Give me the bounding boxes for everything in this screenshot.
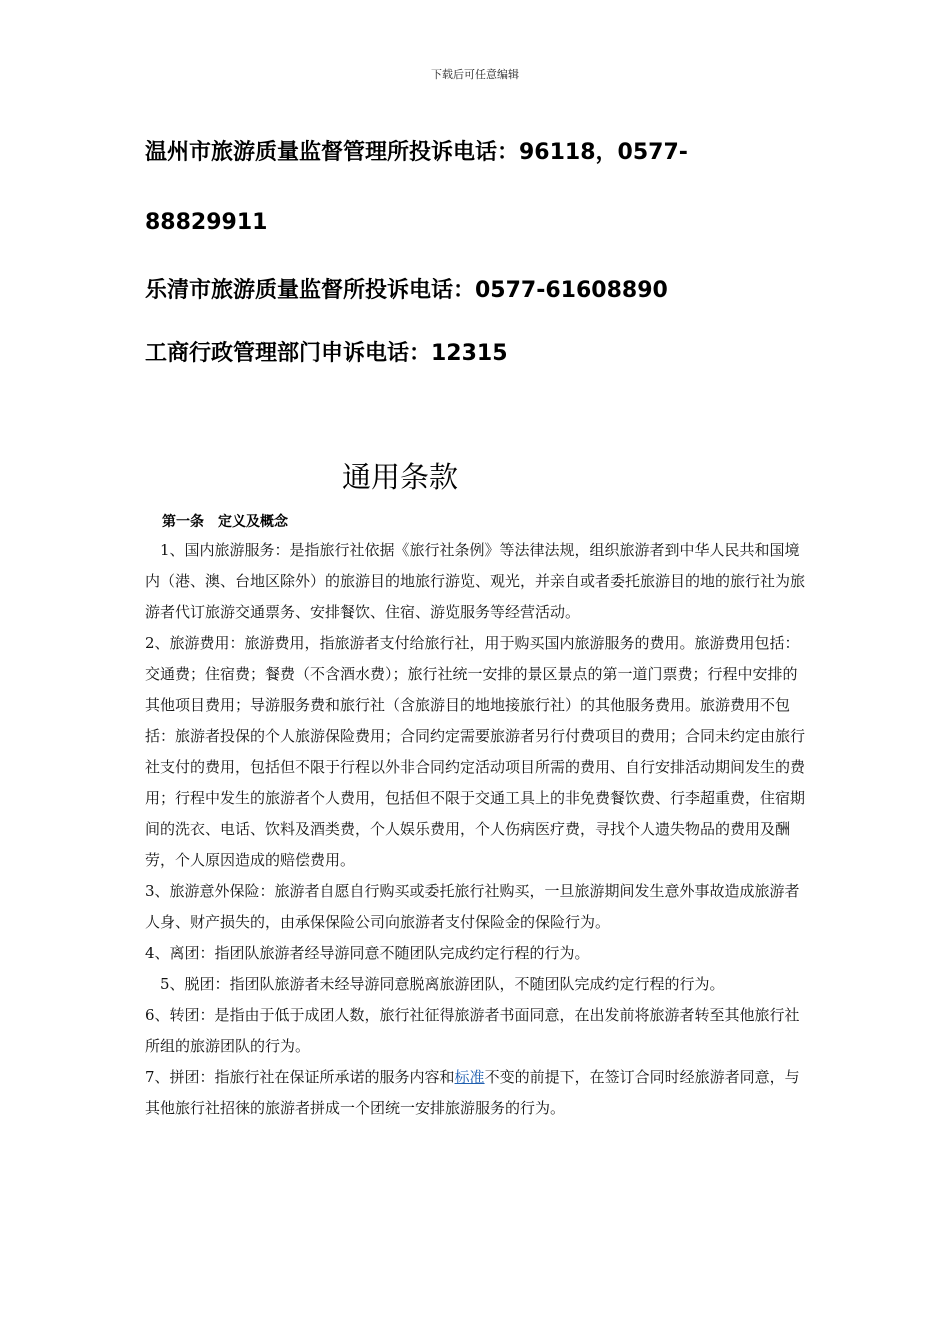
definition-item-7 [145,1062,805,1124]
definition-item-6: 6、转团：是指由于低于成团人数，旅行社征得旅游者书面同意，在出发前将旅游者转至其他旅行社所组的旅游团队的行为。 [145,1006,800,1055]
standard-link[interactable]: 标准 [454,1068,485,1086]
article-heading: 第一条 定义及概念 [162,514,288,530]
complaint-phone-yueqing: 乐清市旅游质量监督所投诉电话：0577-61608890 [145,278,668,303]
definition-item-4: 4、离团：指团队旅游者经导游同意不随团队完成约定行程的行为。 [145,944,590,962]
header-note: 下载后可任意编辑 [431,68,519,81]
definition-item-2: 2、旅游费用：旅游费用，指旅游者支付给旅行社，用于购买国内旅游服务的费用。旅游费用包括：交通费；住宿费；餐费（不含酒水费）；旅行社统一安排的景区景点的第一道门票费；行程中安排的其他项目费用；导游服务费和旅行社（含旅游目的地地接旅行社）的其他服务费用。旅游费用不包括：旅游者投保的个人旅游保险费用；合同约定需要旅游者另行付费项目的费用；合同未约定由旅行社支付的费用，包括但不限于行程以外非合同约定活动项目所需的费用、自行安排活动期间发生的费用；行程中发生的旅游者个人费用，包括但不限于交通工具上的非免费餐饮费、行李超重费，住宿期间的洗衣、电话、饮料及酒类费，个人娱乐费用，个人伤病医疗费，寻找个人遗失物品的费用及酬劳，个人原因造成的赔偿费用。 [145,634,806,869]
complaint-phone-wenzhou-cont: 88829911 [145,210,268,235]
definition-item-3: 3、旅游意外保险：旅游者自愿自行购买或委托旅行社购买，一旦旅游期间发生意外事故造成旅游者人身、财产损失的，由承保保险公司向旅游者支付保险金的保险行为。 [145,882,800,931]
definition-item-7-text-b: 不变的前提下，在签订合同时经旅游者同意，与其他旅行社招徕的旅游者拼成一个团统一安排旅游服务的行为。 [145,1068,800,1117]
definition-item-5: 5、脱团：指团队旅游者未经导游同意脱离旅游团队，不随团队完成约定行程的行为。 [145,975,725,993]
definition-item-7-text-a: 7、拼团：指旅行社在保证所承诺的服务内容和 [145,1068,455,1086]
complaint-phone-wenzhou: 温州市旅游质量监督管理所投诉电话：96118，0577- [145,140,688,165]
article-body [145,535,805,1124]
definition-item-1: 1、国内旅游服务：是指旅行社依据《旅行社条例》等法律法规，组织旅游者到中华人民共和国境内（港、澳、台地区除外）的旅游目的地旅行游览、观光，并亲自或者委托旅游目的地的旅行社为旅游者代订旅游交通票务、安排餐饮、住宿、游览服务等经营活动。 [145,541,806,621]
complaint-phone-business-admin: 工商行政管理部门申诉电话：12315 [145,341,508,366]
section-title: 通用条款 [341,460,458,494]
